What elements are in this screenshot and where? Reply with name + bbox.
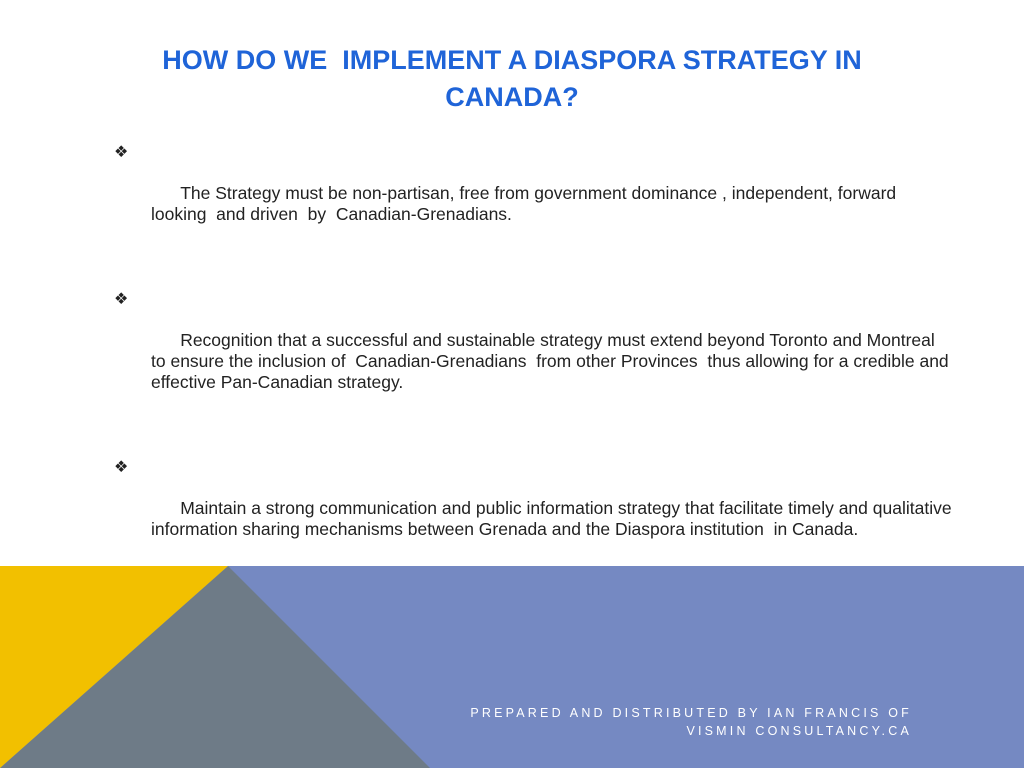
footer-credit-line-2: VISMIN CONSULTANCY.CA — [686, 724, 912, 738]
four-diamond-bullet-icon: ❖ — [114, 142, 129, 161]
slide-title: HOW DO WE IMPLEMENT A DIASPORA STRATEGY IN CANADA? — [162, 45, 870, 112]
footer-credit — [470, 704, 912, 740]
four-diamond-bullet-icon: ❖ — [114, 289, 129, 308]
bullet-item — [114, 288, 954, 414]
bullet-item — [114, 141, 954, 246]
bullet-text: Recognition that a successful and sustainable strategy must extend beyond Toronto and Montreal to ensure the inclusion of Canadian-Grenadians from other Provinces thus allowing for a credible and effective Pan-Canadian strategy. — [151, 330, 954, 392]
four-diamond-bullet-icon: ❖ — [114, 457, 129, 476]
footer-credit-line-1: PREPARED AND DISTRIBUTED BY IAN FRANCIS OF — [470, 706, 912, 720]
bullet-text: The Strategy must be non-partisan, free from government dominance , independent, forward looking and driven by Canadian-Grenadians. — [151, 183, 902, 224]
bullet-item — [114, 456, 957, 561]
bullet-text: Maintain a strong communication and public information strategy that facilitate timely and qualitative information sharing mechanisms between Grenada and the Diaspora institution in Canada. — [151, 498, 957, 539]
